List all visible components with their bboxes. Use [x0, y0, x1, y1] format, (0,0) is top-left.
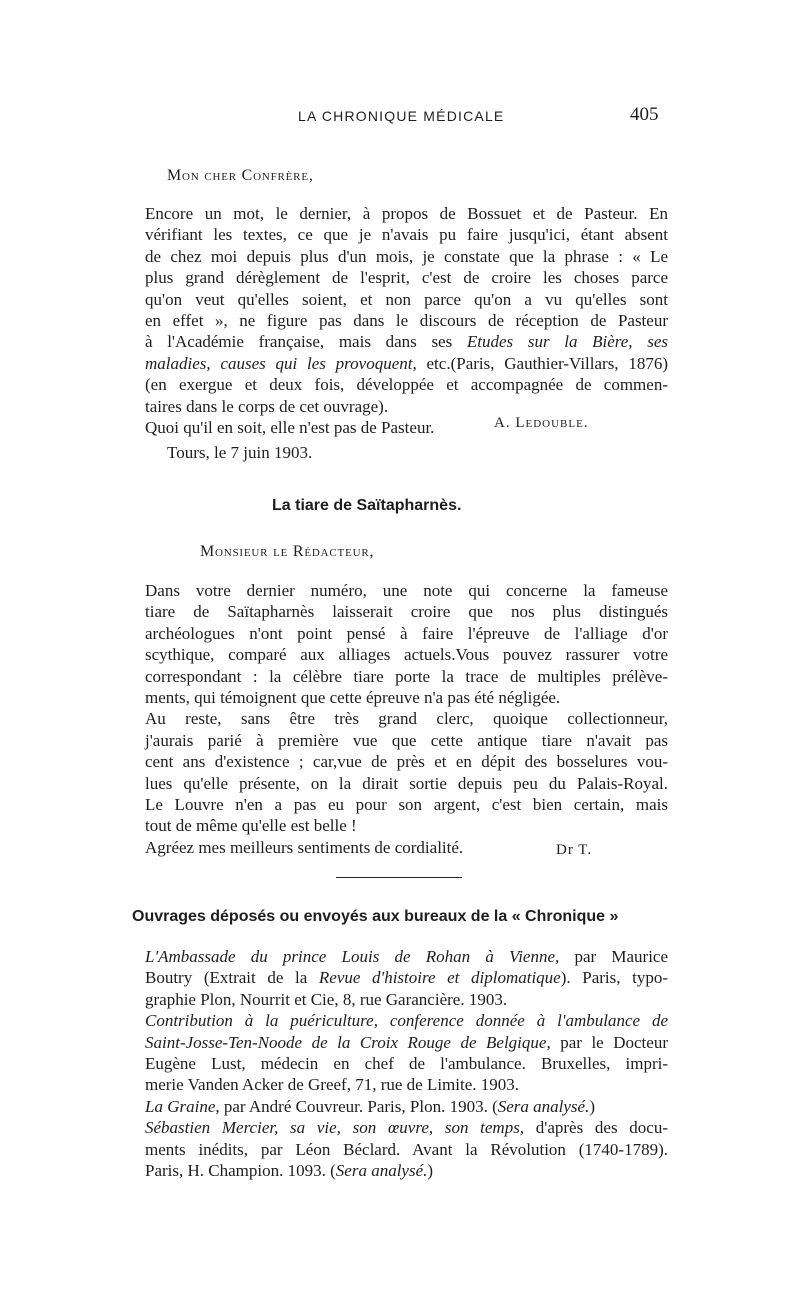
text-line: archéologues n'ont point pensé à faire l'épreuve de l'alliage d'or — [145, 623, 668, 643]
section-salutation: Monsieur le Rédacteur, — [200, 543, 375, 560]
dateline: Tours, le 7 juin 1903. — [167, 443, 313, 462]
text-line: vérifiant les textes, ce que je n'avais pu faire jusqu'ici, étant absent — [145, 225, 668, 245]
text-line: ments inédits, par Léon Béclard. Avant la Révolution (1740-1789). — [145, 1139, 668, 1159]
text-line: à l'Académie française, mais dans ses Etudes sur la Bière, ses — [145, 332, 668, 352]
text-line: Eugène Lust, médecin en chef de l'ambulance. Bruxelles, impri- — [145, 1054, 668, 1074]
text-line: Dans votre dernier numéro, une note qui concerne la fameuse — [145, 581, 668, 600]
text-line: qu'on veut qu'elles soient, et non parce qu'on a vu qu'elles sont — [145, 289, 668, 309]
list-item: Sébastien Mercier, sa vie, son œuvre, son temps, d'après des docu- — [145, 1118, 668, 1138]
list-item: L'Ambassade du prince Louis de Rohan à Vienne, par Maurice — [145, 947, 669, 966]
text-line: Agréez mes meilleurs sentiments de cordialité. — [145, 837, 464, 857]
text-line: Le Louvre n'en a pas eu pour son argent, c'est bien certain, mais — [145, 795, 668, 815]
text-line: de chez moi depuis plus d'un mois, je constate que la phrase : « Le — [145, 246, 668, 266]
book-list — [145, 946, 668, 1181]
text-line: tiare de Saïtapharnès laisserait croire que nos plus distingués — [145, 602, 668, 622]
text-line: maladies, causes qui les provoquent, etc.(Paris, Gauthier-Villars, 1876) — [145, 353, 668, 373]
list-item: La Graine, par André Couvreur. Paris, Plon. 1903. (Sera analysé.) — [145, 1096, 595, 1116]
text-line: Saint-Josse-Ten-Noode de la Croix Rouge de Belgique, par le Docteur — [145, 1032, 668, 1052]
running-title: LA CHRONIQUE MÉDICALE — [298, 108, 505, 124]
text-line: Encore un mot, le dernier, à propos de Bossuet et de Pasteur. En — [145, 204, 668, 223]
divider-rule — [336, 877, 462, 878]
page-number: 405 — [630, 104, 659, 125]
italic-reference: Etudes sur la Bière, ses — [466, 332, 668, 352]
text-line: scythique, comparé aux alliages actuels.Vous pouvez rassurer votre — [145, 645, 668, 665]
letter-body — [145, 203, 668, 438]
text-line: graphie Plon, Nourrit et Cie, 8, rue Garancière. 1903. — [145, 989, 508, 1009]
text-line: Boutry (Extrait de la Revue d'histoire et diplomatique). Paris, typo- — [145, 968, 668, 988]
text-line: Quoi qu'il en soit, elle n'est pas de Pasteur. — [145, 418, 435, 438]
text-line: cent ans d'existence ; car,vue de près et en dépit des bosselures vou- — [145, 752, 668, 772]
text-line: (en exergue et deux fois, développée et accompagnée de commen- — [145, 375, 668, 395]
section-signature: Dr T. — [556, 842, 593, 858]
text-line: en effet », ne figure pas dans le discours de réception de Pasteur — [145, 311, 668, 331]
text-line: tout de même qu'elle est belle ! — [145, 816, 357, 836]
page-header — [0, 104, 800, 132]
letter-signature: A. Ledouble. — [494, 415, 589, 431]
text-line: correspondant : la célèbre tiare porte la trace de multiples prélève- — [145, 666, 668, 686]
text-line: plus grand dérèglement de l'esprit, c'est de croire les choses parce — [145, 268, 668, 288]
text-line: ments, qui témoignent que cette épreuve n'a pas été négligée. — [145, 688, 561, 708]
section-body — [145, 580, 668, 858]
text-line: taires dans le corps de cet ouvrage). — [145, 396, 389, 416]
text-line: j'aurais parié à première vue que cette antique tiare n'avait pas — [145, 730, 668, 750]
text-line: Paris, H. Champion. 1093. (Sera analysé.) — [145, 1161, 434, 1181]
text-line: merie Vanden Acker de Greef, 71, rue de Limite. 1903. — [145, 1075, 520, 1095]
text-line: Au reste, sans être très grand clerc, quoique collectionneur, — [145, 709, 668, 729]
list-item: Contribution à la puériculture, conference donnée à l'ambulance de — [145, 1011, 668, 1031]
section-title: Ouvrages déposés ou envoyés aux bureaux de la « Chronique » — [132, 908, 619, 925]
section-title: La tiare de Saïtapharnès. — [272, 497, 462, 514]
text-line: lues qu'elle présente, on la dirait sortie depuis peu du Palais-Royal. — [145, 773, 668, 793]
letter-salutation: Mon cher Confrère, — [167, 167, 314, 184]
